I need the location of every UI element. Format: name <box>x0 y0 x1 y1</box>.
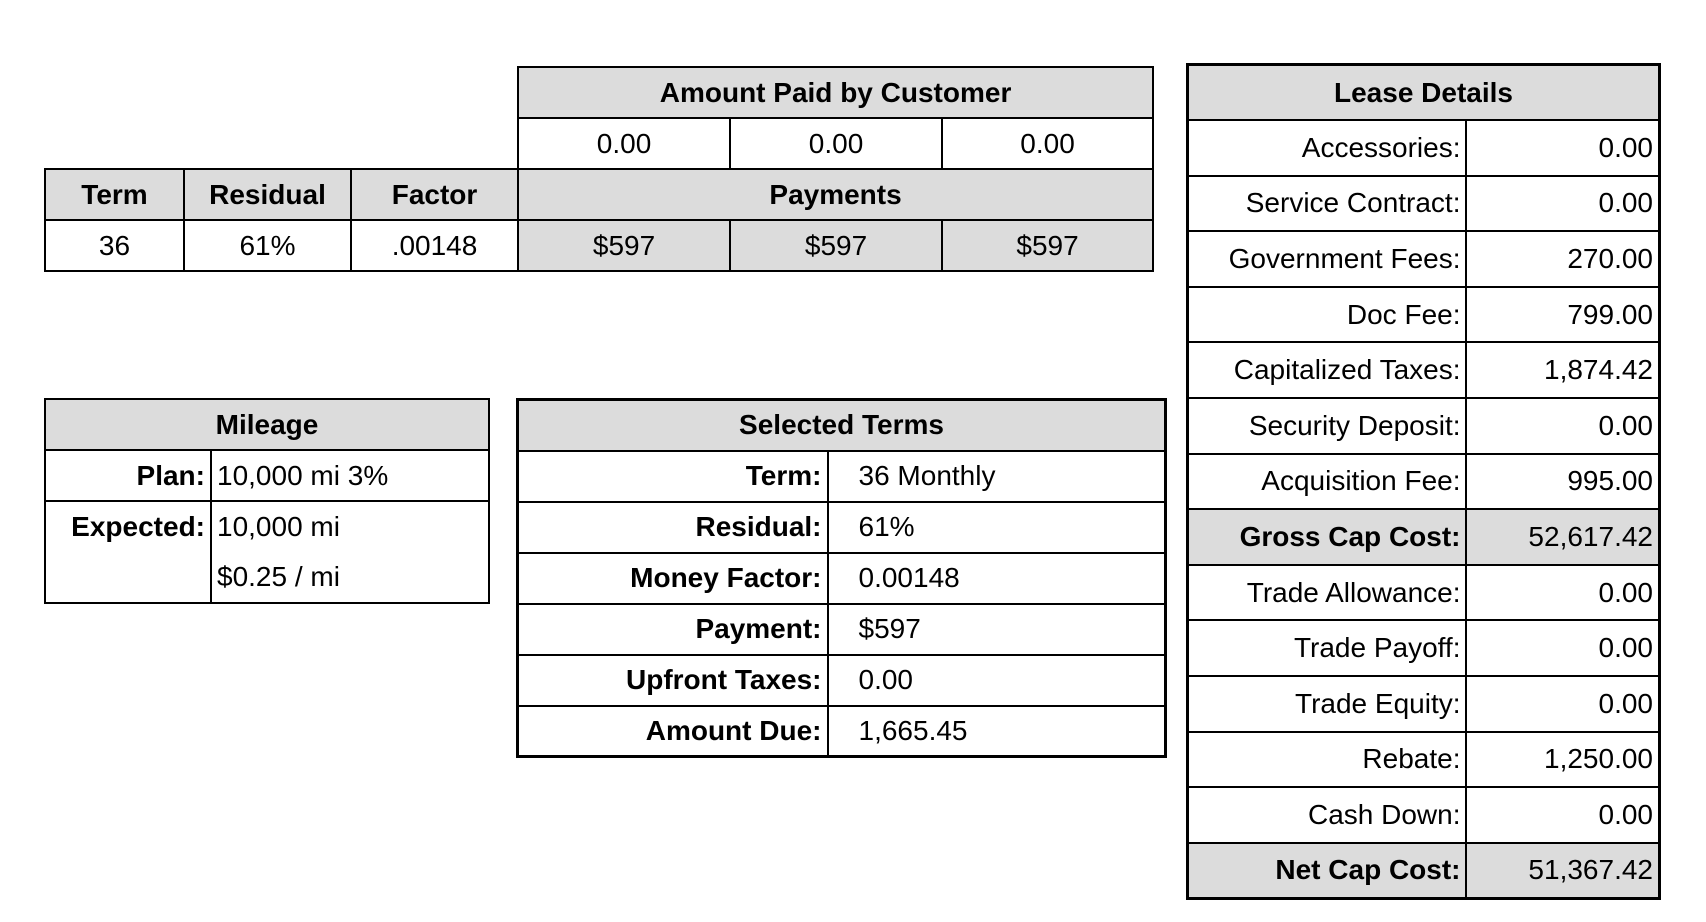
lease-detail-label: Trade Equity: <box>1188 676 1466 732</box>
lease-detail-value: 995.00 <box>1466 454 1660 510</box>
selected-term-label: Residual: <box>518 502 828 553</box>
selected-term-row <box>518 706 1166 757</box>
expected-value: 10,000 mi <box>211 501 489 552</box>
residual-header: Residual <box>184 169 351 220</box>
lease-detail-row <box>1188 231 1660 287</box>
mileage-header-row <box>45 399 489 450</box>
lease-detail-row <box>1188 176 1660 232</box>
selected-term-row <box>518 502 1166 553</box>
amount-paid-cell[interactable]: 0.00 <box>730 118 942 169</box>
selected-terms-table <box>516 398 1167 758</box>
plan-label: Plan: <box>45 450 211 501</box>
gross-cap-cost-label: Gross Cap Cost: <box>1188 509 1466 565</box>
payment-row <box>45 220 1153 271</box>
lease-detail-row <box>1188 342 1660 398</box>
lease-detail-value: 0.00 <box>1466 176 1660 232</box>
selected-term-row <box>518 655 1166 706</box>
plan-value: 10,000 mi 3% <box>211 450 489 501</box>
lease-detail-label: Capitalized Taxes: <box>1188 342 1466 398</box>
selected-terms-header-row <box>518 400 1166 451</box>
selected-term-value: $597 <box>828 604 1166 655</box>
factor-header: Factor <box>351 169 518 220</box>
selected-term-value: 0.00148 <box>828 553 1166 604</box>
amount-paid-row <box>45 118 1153 169</box>
net-cap-cost-row <box>1188 843 1660 899</box>
lease-detail-value: 270.00 <box>1466 231 1660 287</box>
selected-term-label: Money Factor: <box>518 553 828 604</box>
lease-detail-value: 0.00 <box>1466 120 1660 176</box>
lease-detail-label: Trade Payoff: <box>1188 620 1466 676</box>
lease-detail-value: 0.00 <box>1466 676 1660 732</box>
expected-label: Expected: <box>45 501 211 552</box>
term-cell: 36 <box>45 220 184 271</box>
selected-term-value: 0.00 <box>828 655 1166 706</box>
lease-detail-label: Trade Allowance: <box>1188 565 1466 621</box>
residual-cell: 61% <box>184 220 351 271</box>
term-header: Term <box>45 169 184 220</box>
lease-detail-row <box>1188 120 1660 176</box>
payment-cell[interactable]: $597 <box>518 220 730 271</box>
payments-header: Payments <box>518 169 1153 220</box>
blank-corner <box>45 118 518 169</box>
lease-detail-value: 0.00 <box>1466 620 1660 676</box>
lease-detail-row <box>1188 398 1660 454</box>
mileage-table <box>44 398 490 604</box>
payment-cell[interactable]: $597 <box>730 220 942 271</box>
rate-value: $0.25 / mi <box>211 552 489 603</box>
payment-header-row <box>45 169 1153 220</box>
selected-term-row <box>518 604 1166 655</box>
mileage-expected-row <box>45 501 489 552</box>
lease-detail-value: 799.00 <box>1466 287 1660 343</box>
lease-detail-row <box>1188 787 1660 843</box>
selected-term-value: 1,665.45 <box>828 706 1166 757</box>
net-cap-cost-value: 51,367.42 <box>1466 843 1660 899</box>
selected-term-value: 61% <box>828 502 1166 553</box>
payment-cell[interactable]: $597 <box>942 220 1153 271</box>
selected-term-row <box>518 553 1166 604</box>
net-cap-cost-label: Net Cap Cost: <box>1188 843 1466 899</box>
lease-details-title: Lease Details <box>1188 65 1660 121</box>
amount-paid-cell[interactable]: 0.00 <box>518 118 730 169</box>
lease-detail-value: 1,874.42 <box>1466 342 1660 398</box>
selected-term-label: Payment: <box>518 604 828 655</box>
lease-detail-row <box>1188 620 1660 676</box>
selected-term-value: 36 Monthly <box>828 451 1166 502</box>
lease-detail-label: Doc Fee: <box>1188 287 1466 343</box>
lease-detail-row <box>1188 454 1660 510</box>
lease-detail-value: 0.00 <box>1466 398 1660 454</box>
lease-detail-label: Accessories: <box>1188 120 1466 176</box>
selected-term-label: Upfront Taxes: <box>518 655 828 706</box>
lease-details-header-row <box>1188 65 1660 121</box>
payment-grid <box>44 66 1154 272</box>
amount-paid-cell[interactable]: 0.00 <box>942 118 1153 169</box>
lease-detail-row <box>1188 732 1660 788</box>
lease-detail-label: Cash Down: <box>1188 787 1466 843</box>
mileage-plan-row <box>45 450 489 501</box>
blank-corner <box>45 67 518 118</box>
lease-detail-label: Service Contract: <box>1188 176 1466 232</box>
selected-term-row <box>518 451 1166 502</box>
lease-detail-label: Rebate: <box>1188 732 1466 788</box>
mileage-rate-row <box>45 552 489 603</box>
gross-cap-cost-value: 52,617.42 <box>1466 509 1660 565</box>
lease-detail-value: 0.00 <box>1466 565 1660 621</box>
lease-detail-row <box>1188 565 1660 621</box>
lease-detail-label: Security Deposit: <box>1188 398 1466 454</box>
lease-detail-value: 1,250.00 <box>1466 732 1660 788</box>
factor-cell: .00148 <box>351 220 518 271</box>
amount-paid-title: Amount Paid by Customer <box>518 67 1153 118</box>
lease-details-table <box>1186 63 1661 900</box>
lease-detail-label: Government Fees: <box>1188 231 1466 287</box>
lease-detail-row <box>1188 676 1660 732</box>
lease-detail-value: 0.00 <box>1466 787 1660 843</box>
amount-paid-header-row <box>45 67 1153 118</box>
gross-cap-cost-row <box>1188 509 1660 565</box>
lease-detail-row <box>1188 287 1660 343</box>
selected-terms-title: Selected Terms <box>518 400 1166 451</box>
mileage-title: Mileage <box>45 399 489 450</box>
selected-term-label: Term: <box>518 451 828 502</box>
lease-detail-label: Acquisition Fee: <box>1188 454 1466 510</box>
rate-label-empty <box>45 552 211 603</box>
selected-term-label: Amount Due: <box>518 706 828 757</box>
